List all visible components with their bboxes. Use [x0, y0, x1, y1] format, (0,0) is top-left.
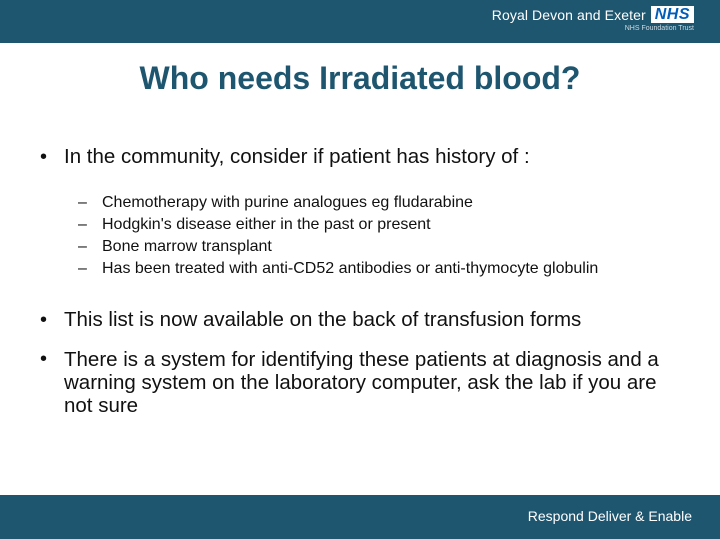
bullet-item	[40, 308, 690, 332]
dash-icon: –	[78, 194, 87, 211]
slide-content	[40, 145, 690, 417]
sub-item-text: Bone marrow transplant	[102, 238, 272, 255]
trust-name: Royal Devon and Exeter	[491, 6, 646, 23]
sub-item	[78, 193, 690, 212]
header-bar	[0, 0, 720, 43]
nhs-logo: NHS	[651, 6, 694, 23]
bullet-text: In the community, consider if patient has history of :	[64, 145, 530, 168]
dash-icon: –	[78, 238, 87, 255]
dash-icon: –	[78, 216, 87, 233]
sub-list	[78, 193, 690, 278]
bullet-item	[40, 348, 690, 417]
dash-icon: –	[78, 260, 87, 277]
bullet-item	[40, 145, 690, 169]
bullet-dot-icon: •	[40, 348, 48, 370]
sub-item-text: Chemotherapy with purine analogues eg fludarabine	[102, 194, 473, 211]
trust-branding	[492, 6, 694, 23]
bullet-dot-icon: •	[40, 146, 48, 168]
bullet-text: There is a system for identifying these patients at diagnosis and a warning system on the laboratory computer, ask the lab if you are not sure	[64, 348, 659, 417]
sub-item-text: Hodgkin's disease either in the past or present	[102, 216, 431, 233]
trust-subtitle: NHS Foundation Trust	[624, 25, 694, 32]
bullet-dot-icon: •	[40, 309, 48, 331]
sub-item	[78, 259, 690, 278]
footer-tagline: Respond Deliver & Enable	[527, 508, 692, 524]
bullet-text: This list is now available on the back of transfusion forms	[64, 308, 582, 331]
slide-title: Who needs Irradiated blood?	[139, 60, 581, 96]
sub-item	[78, 215, 690, 234]
sub-item	[78, 237, 690, 256]
footer-bar	[0, 495, 720, 539]
sub-item-text: Has been treated with anti-CD52 antibodies or anti-thymocyte globulin	[102, 260, 599, 277]
